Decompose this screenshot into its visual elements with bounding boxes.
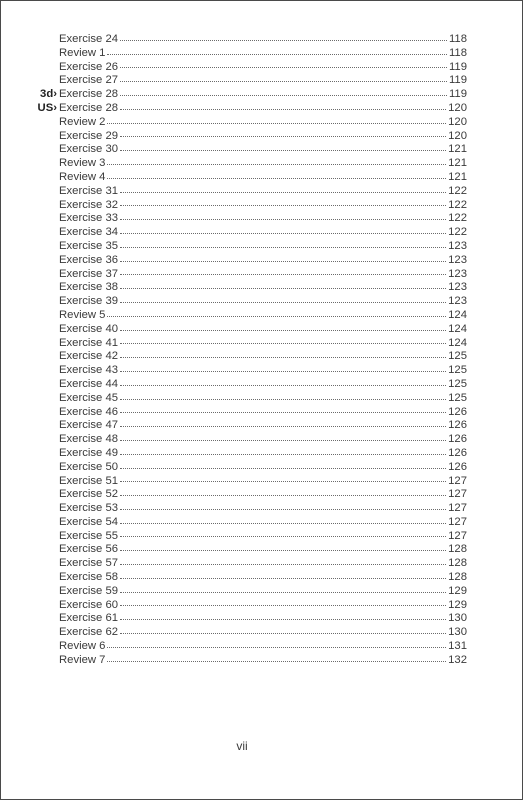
dot-leader <box>120 619 446 620</box>
toc-entry-label: Review 1 <box>59 46 106 59</box>
toc-entry-page: 127 <box>448 529 467 542</box>
toc-entry-label: Review 7 <box>59 653 106 666</box>
dot-leader <box>120 454 446 455</box>
toc-entry-label: Exercise 46 <box>59 405 119 418</box>
toc-entry-page: 123 <box>448 239 467 252</box>
dot-leader <box>107 647 446 648</box>
toc-entry-page: 128 <box>448 557 467 570</box>
toc-entry-page: 127 <box>448 502 467 515</box>
dot-leader <box>120 605 446 606</box>
dot-leader <box>120 274 446 275</box>
toc-entry <box>59 392 467 406</box>
dot-leader <box>120 357 446 358</box>
toc-entry <box>59 502 467 516</box>
toc-entry <box>59 74 467 88</box>
toc-entry-page: 123 <box>448 253 467 266</box>
toc-entry-page: 121 <box>448 157 467 170</box>
toc-entry-label: Exercise 31 <box>59 184 119 197</box>
dot-leader <box>120 564 446 565</box>
toc-entry-label: Exercise 38 <box>59 281 119 294</box>
toc-entry-label: Exercise 30 <box>59 143 119 156</box>
table-of-contents <box>37 33 467 668</box>
toc-entry <box>59 571 467 585</box>
toc-entry <box>59 654 467 668</box>
dot-leader <box>120 385 446 386</box>
dot-leader <box>120 481 446 482</box>
toc-entry <box>59 626 467 640</box>
toc-entry-page: 122 <box>448 212 467 225</box>
toc-entry-label: Exercise 34 <box>59 226 119 239</box>
dot-leader <box>120 495 446 496</box>
dot-leader <box>107 123 446 124</box>
toc-entry-label: Exercise 37 <box>59 267 119 280</box>
toc-entry-label: Exercise 62 <box>59 626 119 639</box>
toc-entry-page: 130 <box>448 626 467 639</box>
toc-entry-page: 129 <box>448 584 467 597</box>
dot-leader <box>120 109 446 110</box>
dot-leader <box>120 550 446 551</box>
dot-leader <box>120 192 446 193</box>
page-number: vii <box>236 739 248 753</box>
toc-entry-page: 119 <box>448 74 467 87</box>
dot-leader <box>120 426 446 427</box>
toc-entry-page: 124 <box>448 336 467 349</box>
dot-leader <box>120 371 446 372</box>
toc-entry-label: Exercise 58 <box>59 571 119 584</box>
toc-entry <box>59 323 467 337</box>
dot-leader <box>120 150 446 151</box>
toc-entry <box>59 337 467 351</box>
dot-leader <box>107 316 446 317</box>
dot-leader <box>120 67 447 68</box>
toc-entry-label: Review 2 <box>59 115 106 128</box>
toc-entry-page: 119 <box>448 60 467 73</box>
toc-entry-page: 120 <box>448 101 467 114</box>
dot-leader <box>120 233 446 234</box>
toc-entry <box>59 530 467 544</box>
toc-entry-page: 118 <box>448 46 467 59</box>
dot-leader <box>120 302 446 303</box>
toc-entry-page: 127 <box>448 474 467 487</box>
toc-entry-label: Exercise 60 <box>59 598 119 611</box>
dot-leader <box>120 536 446 537</box>
margin-marker: US› <box>37 101 57 114</box>
toc-entry <box>59 433 467 447</box>
toc-entry-label: Exercise 59 <box>59 584 119 597</box>
toc-entry-label: Exercise 57 <box>59 557 119 570</box>
toc-entry-page: 125 <box>448 350 467 363</box>
toc-entry-label: Review 5 <box>59 308 106 321</box>
toc-entry <box>59 350 467 364</box>
toc-entry <box>59 447 467 461</box>
toc-entry-page: 121 <box>448 143 467 156</box>
dot-leader <box>107 178 446 179</box>
dot-leader <box>120 412 446 413</box>
toc-entry <box>59 419 467 433</box>
toc-entry-label: Exercise 26 <box>59 60 119 73</box>
toc-entry <box>59 461 467 475</box>
dot-leader <box>120 219 446 220</box>
toc-entry-label: Exercise 52 <box>59 488 119 501</box>
toc-entry <box>59 199 467 213</box>
toc-entry <box>59 254 467 268</box>
toc-entry-label: Exercise 27 <box>59 74 119 87</box>
dot-leader <box>120 81 447 82</box>
toc-entry <box>59 157 467 171</box>
toc-entry-label: Exercise 55 <box>59 529 119 542</box>
toc-entry <box>59 226 467 240</box>
toc-entry-page: 131 <box>448 640 467 653</box>
toc-entry-label: Exercise 54 <box>59 515 119 528</box>
dot-leader <box>120 343 446 344</box>
dot-leader <box>120 509 446 510</box>
dot-leader <box>120 633 446 634</box>
toc-entry-label: Exercise 36 <box>59 253 119 266</box>
toc-entry-page: 120 <box>448 129 467 142</box>
toc-entry <box>59 61 467 75</box>
dot-leader <box>120 205 446 206</box>
toc-entry <box>59 640 467 654</box>
toc-entry-label: Exercise 48 <box>59 433 119 446</box>
dot-leader <box>120 288 446 289</box>
toc-entry <box>59 116 467 130</box>
toc-entry-page: 125 <box>448 391 467 404</box>
toc-entry-label: Exercise 33 <box>59 212 119 225</box>
toc-entry-page: 122 <box>448 226 467 239</box>
toc-entry-label: Exercise 35 <box>59 239 119 252</box>
toc-entry-page: 128 <box>448 571 467 584</box>
toc-entry-label: Exercise 28 <box>59 101 119 114</box>
toc-entry-page: 128 <box>448 543 467 556</box>
toc-entry-page: 124 <box>448 308 467 321</box>
toc-entry <box>59 185 467 199</box>
toc-entry-page: 123 <box>448 281 467 294</box>
toc-entry-label: Exercise 47 <box>59 419 119 432</box>
dot-leader <box>120 592 446 593</box>
toc-entry-page: 126 <box>448 405 467 418</box>
toc-entry <box>59 240 467 254</box>
toc-entry <box>59 130 467 144</box>
toc-entry-page: 132 <box>448 653 467 666</box>
toc-entry-page: 125 <box>448 377 467 390</box>
toc-entry-page: 126 <box>448 460 467 473</box>
toc-entry-label: Exercise 41 <box>59 336 119 349</box>
toc-entry <box>37 101 467 116</box>
toc-entry <box>59 557 467 571</box>
toc-entry <box>59 543 467 557</box>
toc-entry <box>59 47 467 61</box>
toc-entry-label: Exercise 51 <box>59 474 119 487</box>
toc-entry-page: 125 <box>448 364 467 377</box>
toc-entry-label: Exercise 29 <box>59 129 119 142</box>
toc-entry-label: Exercise 28 <box>59 88 119 101</box>
toc-entry-page: 126 <box>448 433 467 446</box>
toc-entry-page: 124 <box>448 322 467 335</box>
toc-entry-label: Review 6 <box>59 640 106 653</box>
toc-entry <box>59 281 467 295</box>
toc-entry-label: Exercise 42 <box>59 350 119 363</box>
dot-leader <box>120 399 446 400</box>
toc-entry-label: Review 3 <box>59 157 106 170</box>
toc-entry-page: 120 <box>448 115 467 128</box>
toc-entry <box>59 406 467 420</box>
toc-entry-label: Exercise 24 <box>59 33 119 45</box>
dot-leader <box>107 54 447 55</box>
toc-entry-page: 129 <box>448 598 467 611</box>
margin-marker: 3d› <box>40 88 57 101</box>
dot-leader <box>120 440 446 441</box>
toc-entry-label: Exercise 45 <box>59 391 119 404</box>
toc-entry <box>59 612 467 626</box>
toc-entry-label: Exercise 43 <box>59 364 119 377</box>
dot-leader <box>120 136 446 137</box>
toc-entry-page: 127 <box>448 488 467 501</box>
toc-entry-page: 126 <box>448 446 467 459</box>
toc-entry-label: Exercise 32 <box>59 198 119 211</box>
toc-entry-label: Exercise 40 <box>59 322 119 335</box>
dot-leader <box>107 661 446 662</box>
toc-entry-label: Exercise 49 <box>59 446 119 459</box>
toc-entry-label: Exercise 56 <box>59 543 119 556</box>
dot-leader <box>120 261 446 262</box>
dot-leader <box>120 330 446 331</box>
toc-entry <box>59 143 467 157</box>
toc-entry-label: Exercise 61 <box>59 612 119 625</box>
toc-entry <box>59 33 467 47</box>
toc-entry-page: 130 <box>448 612 467 625</box>
toc-entry <box>59 475 467 489</box>
toc-entry-page: 121 <box>448 170 467 183</box>
dot-leader <box>120 468 446 469</box>
toc-entry <box>40 88 467 102</box>
toc-entry <box>59 295 467 309</box>
toc-entry-label: Exercise 39 <box>59 295 119 308</box>
toc-entry <box>59 516 467 530</box>
toc-entry-page: 122 <box>448 184 467 197</box>
dot-leader <box>120 95 447 96</box>
toc-entry-page: 127 <box>448 515 467 528</box>
toc-entry <box>59 599 467 613</box>
toc-entry-page: 126 <box>448 419 467 432</box>
toc-entry <box>59 488 467 502</box>
dot-leader <box>120 578 446 579</box>
toc-entry <box>59 364 467 378</box>
dot-leader <box>120 523 446 524</box>
toc-entry-page: 123 <box>448 267 467 280</box>
toc-entry <box>59 268 467 282</box>
toc-entry-label: Exercise 53 <box>59 502 119 515</box>
toc-entry <box>59 378 467 392</box>
toc-entry-label: Review 4 <box>59 170 106 183</box>
toc-entry <box>59 309 467 323</box>
dot-leader <box>107 164 446 165</box>
toc-entry-page: 118 <box>448 33 467 45</box>
toc-entry-page: 123 <box>448 295 467 308</box>
dot-leader <box>120 40 447 41</box>
toc-entry <box>59 585 467 599</box>
toc-entry-label: Exercise 44 <box>59 377 119 390</box>
toc-entry-page: 119 <box>448 88 467 101</box>
toc-entry <box>59 171 467 185</box>
dot-leader <box>120 247 446 248</box>
toc-entry <box>59 212 467 226</box>
toc-entry-label: Exercise 50 <box>59 460 119 473</box>
toc-entry-page: 122 <box>448 198 467 211</box>
